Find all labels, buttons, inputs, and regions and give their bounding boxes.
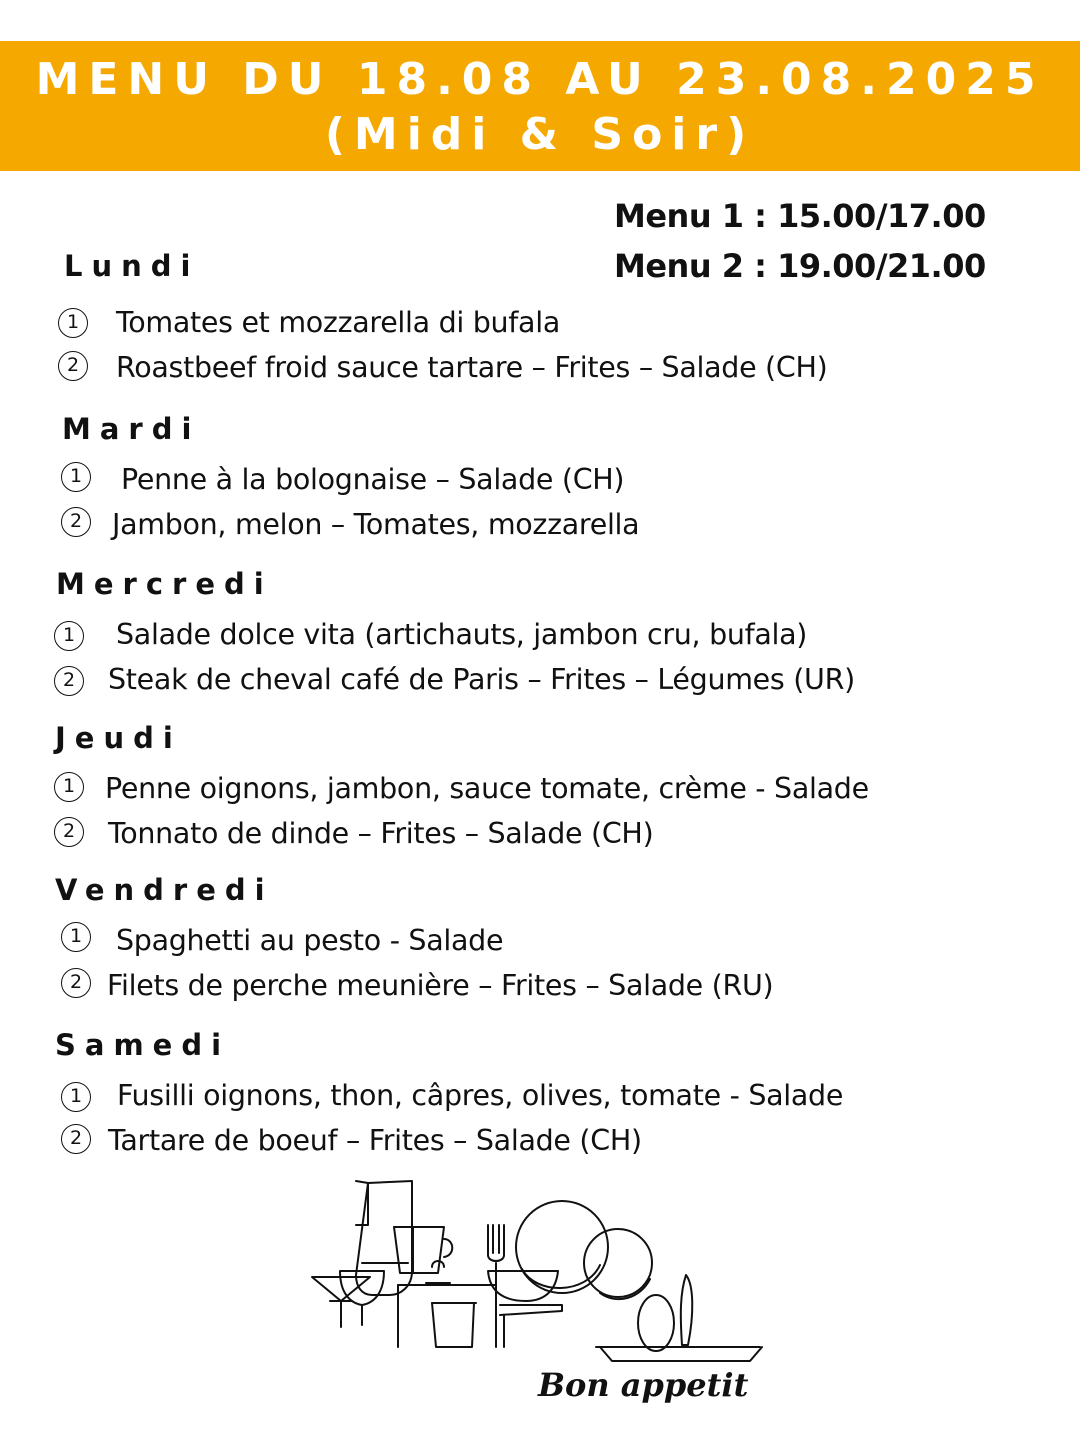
circled-number-two-icon: 2 (54, 666, 84, 696)
dish-samedi-menu2: Tartare de boeuf – Frites – Salade (CH) (108, 1124, 642, 1157)
circled-number-two-icon: 2 (61, 507, 91, 537)
dish-lundi-menu1: Tomates et mozzarella di bufala (116, 306, 560, 339)
circled-number-one-icon: 1 (61, 1082, 91, 1112)
circled-number-two-icon: 2 (58, 351, 88, 381)
dish-mardi-menu1: Penne à la bolognaise – Salade (CH) (121, 463, 625, 496)
circled-number-one-icon: 1 (54, 621, 84, 651)
day-heading-mardi: Mardi (62, 412, 201, 446)
dish-vendredi-menu1: Spaghetti au pesto - Salade (116, 924, 504, 957)
circled-number-one-icon: 1 (54, 772, 84, 802)
dish-samedi-menu1: Fusilli oignons, thon, câpres, olives, tomate - Salade (117, 1079, 844, 1112)
dish-jeudi-menu1: Penne oignons, jambon, sauce tomate, crème - Salade (105, 772, 869, 805)
circled-number-one-icon: 1 (58, 308, 88, 338)
day-heading-lundi: Lundi (64, 249, 200, 283)
bon-appetit-signature: Bon appetit (538, 1366, 749, 1404)
menu2-times: Menu 2 : 19.00/21.00 (614, 247, 986, 285)
menu-title: MENU DU 18.08 AU 23.08.2025 (35, 54, 1045, 105)
dish-jeudi-menu2: Tonnato de dinde – Frites – Salade (CH) (108, 817, 654, 850)
menu1-times: Menu 1 : 15.00/17.00 (614, 197, 986, 235)
day-heading-samedi: Samedi (55, 1028, 231, 1062)
dish-lundi-menu2: Roastbeef froid sauce tartare – Frites – Salade (CH) (116, 351, 828, 384)
tableware-line-drawing-icon (300, 1175, 770, 1375)
dish-mercredi-menu1: Salade dolce vita (artichauts, jambon cru, bufala) (116, 618, 808, 651)
dish-mercredi-menu2: Steak de cheval café de Paris – Frites – Légumes (UR) (108, 663, 855, 696)
menu-subtitle: (Midi & Soir) (324, 109, 756, 160)
day-heading-jeudi: Jeudi (55, 721, 182, 755)
circled-number-one-icon: 1 (61, 922, 91, 952)
circled-number-two-icon: 2 (61, 1124, 91, 1154)
day-heading-mercredi: Mercredi (56, 567, 273, 601)
header-banner (0, 41, 1080, 171)
day-heading-vendredi: Vendredi (55, 873, 274, 907)
dish-vendredi-menu2: Filets de perche meunière – Frites – Salade (RU) (107, 969, 774, 1002)
circled-number-one-icon: 1 (61, 462, 91, 492)
circled-number-two-icon: 2 (54, 817, 84, 847)
dish-mardi-menu2: Jambon, melon – Tomates, mozzarella (112, 508, 640, 541)
circled-number-two-icon: 2 (61, 968, 91, 998)
